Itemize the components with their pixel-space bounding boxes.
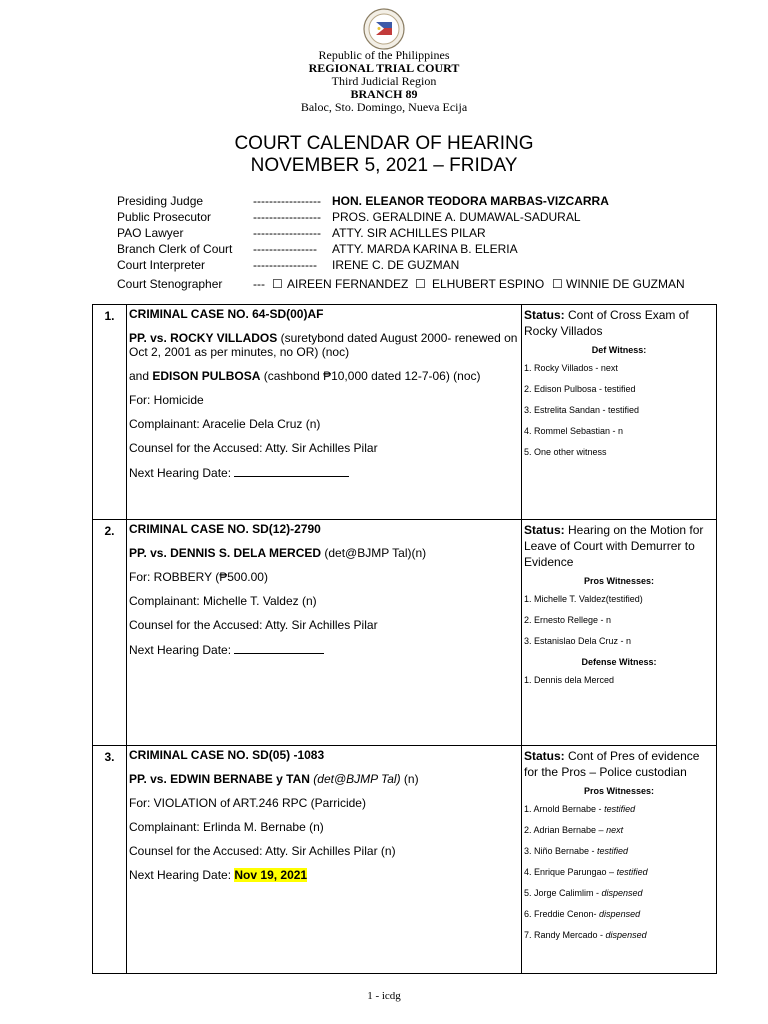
witness-heading: Pros Witnesses:	[584, 786, 654, 796]
case-parties	[129, 546, 519, 560]
status-value: Cont of Cross Exam of Rocky Villados	[524, 308, 689, 338]
witness-item: 2. Ernesto Rellege - n	[524, 615, 612, 625]
staff-dash: ----------------	[253, 242, 317, 256]
witness-item	[524, 867, 714, 878]
status-label: Status:	[524, 523, 565, 537]
page-footer: 1 - icdg	[367, 990, 401, 1002]
case-offense: For: VIOLATION of ART.246 RPC (Parricide)	[129, 796, 366, 810]
witness-item	[524, 846, 714, 857]
case-coaccused	[129, 369, 519, 383]
stenographer-name: WINNIE DE GUZMAN	[566, 277, 685, 291]
case-details	[127, 305, 522, 520]
staff-role: Branch Clerk of Court	[117, 242, 233, 256]
case-title: CRIMINAL CASE NO. SD(05) -1083	[129, 748, 325, 762]
witness-item	[524, 930, 714, 941]
staff-role: PAO Lawyer	[117, 226, 184, 240]
staff-dash: -----------------	[253, 226, 321, 240]
header-address: Baloc, Sto. Domingo, Nueva Ecija	[300, 100, 468, 114]
witness-name: 7. Randy Mercado -	[524, 930, 606, 940]
next-hearing-label: Next Hearing Date:	[129, 643, 235, 657]
witness-note: testified	[604, 804, 636, 814]
staff-dash: -----------------	[253, 210, 321, 224]
case-parties	[129, 772, 519, 786]
witness-heading: Pros Witnesses:	[584, 576, 654, 586]
witness-item	[524, 825, 714, 836]
next-hearing	[129, 465, 519, 480]
page-subtitle-date: NOVEMBER 5, 2021 – FRIDAY	[250, 155, 518, 176]
witness-item	[524, 888, 714, 899]
case-complainant: Complainant: Michelle T. Valdez (n)	[129, 594, 317, 608]
coaccused-note: (cashbond ₱10,000 dated 12-7-06) (noc)	[260, 369, 481, 383]
staff-dash: ----------------	[253, 258, 317, 272]
witness-note: next	[606, 825, 624, 835]
and-prefix: and	[129, 369, 153, 383]
status-label: Status:	[524, 749, 565, 763]
accused-note: (det@BJMP Tal)(n)	[321, 546, 427, 560]
checkbox-icon: ☐	[272, 277, 283, 291]
staff-name: IRENE C. DE GUZMAN	[332, 258, 460, 272]
case-status	[522, 746, 717, 974]
case-number: 2.	[93, 520, 127, 746]
witness-item: 5. One other witness	[524, 447, 607, 457]
status-text	[524, 522, 714, 570]
next-hearing-label: Next Hearing Date:	[129, 466, 235, 480]
accused-note: (n)	[400, 772, 419, 786]
case-offense: For: Homicide	[129, 393, 204, 407]
table-row	[93, 305, 717, 520]
witness-item: 3. Estrelita Sandan - testified	[524, 405, 640, 415]
witness-item: 1. Dennis dela Merced	[524, 675, 615, 685]
header-republic: Republic of the Philippines	[318, 48, 450, 62]
case-details	[127, 520, 522, 746]
page-title: COURT CALENDAR OF HEARING	[234, 133, 534, 154]
witness-name: 4. Enrique Parungao –	[524, 867, 617, 877]
witness-item: 2. Edison Pulbosa - testified	[524, 384, 636, 394]
stenographer-name: AIREEN FERNANDEZ	[287, 277, 409, 291]
case-number: 1.	[93, 305, 127, 520]
staff-dash: -----------------	[253, 194, 321, 208]
witness-note: dispensed	[599, 909, 641, 919]
next-hearing-blank	[234, 465, 349, 477]
header-court: REGIONAL TRIAL COURT	[308, 61, 460, 75]
header-region: Third Judicial Region	[331, 74, 437, 88]
witness-item: 3. Estanislao Dela Cruz - n	[524, 636, 632, 646]
checkbox-icon: ☐	[552, 277, 563, 291]
stenographer-name: ELHUBERT ESPINO	[432, 277, 545, 291]
table-row	[93, 746, 717, 974]
court-seal-icon	[363, 8, 405, 50]
hearing-calendar-table	[92, 304, 717, 974]
header-branch: BRANCH 89	[350, 87, 418, 101]
table-row	[93, 520, 717, 746]
witness-note: dispensed	[601, 888, 643, 898]
staff-role: Public Prosecutor	[117, 210, 212, 224]
next-hearing-blank	[234, 642, 324, 654]
witness-note: testified	[597, 846, 629, 856]
staff-dash: ---	[253, 277, 265, 291]
case-title: CRIMINAL CASE NO. SD(12)-2790	[129, 522, 321, 536]
witness-name: 5. Jorge Calimlim -	[524, 888, 602, 898]
case-status	[522, 520, 717, 746]
next-hearing-label: Next Hearing Date:	[129, 868, 235, 882]
status-text	[524, 307, 714, 339]
witness-name: 3. Niño Bernabe -	[524, 846, 598, 856]
staff-role: Court Stenographer	[117, 277, 223, 291]
staff-name: ATTY. SIR ACHILLES PILAR	[332, 226, 486, 240]
staff-name: PROS. GERALDINE A. DUMAWAL-SADURAL	[332, 210, 581, 224]
witness-note: testified	[616, 867, 648, 877]
witness-heading: Defense Witness:	[581, 657, 657, 667]
accused-name: PP. vs. EDWIN BERNABE y TAN	[129, 772, 310, 786]
witness-item	[524, 804, 714, 815]
staff-name: HON. ELEANOR TEODORA MARBAS-VIZCARRA	[332, 194, 609, 208]
witness-item	[524, 909, 714, 920]
witness-name: 2. Adrian Bernabe –	[524, 825, 607, 835]
case-counsel: Counsel for the Accused: Atty. Sir Achilles Pilar (n)	[129, 844, 396, 858]
staff-role: Court Interpreter	[117, 258, 206, 272]
witness-note: dispensed	[605, 930, 647, 940]
accused-detention: (det@BJMP Tal)	[309, 772, 401, 786]
next-hearing	[129, 868, 519, 882]
witness-item: 4. Rommel Sebastian - n	[524, 426, 624, 436]
coaccused-name: EDISON PULBOSA	[152, 369, 261, 383]
next-hearing-date: Nov 19, 2021	[234, 868, 308, 882]
status-value: Cont of Pres of evidence for the Pros – Police custodian	[524, 749, 700, 779]
staff-name: ATTY. MARDA KARINA B. ELERIA	[332, 242, 518, 256]
status-value: Hearing on the Motion for Leave of Court with Demurrer to Evidence	[524, 523, 704, 569]
case-status	[522, 305, 717, 520]
case-counsel: Counsel for the Accused: Atty. Sir Achilles Pilar	[129, 441, 378, 455]
witness-heading: Def Witness:	[591, 345, 647, 355]
case-complainant: Complainant: Aracelie Dela Cruz (n)	[129, 417, 321, 431]
witness-item: 1. Rocky Villados - next	[524, 363, 618, 373]
status-text	[524, 748, 714, 780]
accused-name: PP. vs. DENNIS S. DELA MERCED	[129, 546, 322, 560]
next-hearing	[129, 642, 519, 657]
accused-name: PP. vs. ROCKY VILLADOS	[129, 331, 278, 345]
case-complainant: Complainant: Erlinda M. Bernabe (n)	[129, 820, 324, 834]
status-label: Status:	[524, 308, 565, 322]
staff-role: Presiding Judge	[117, 194, 204, 208]
witness-name: 1. Arnold Bernabe -	[524, 804, 605, 814]
case-title: CRIMINAL CASE NO. 64-SD(00)AF	[129, 307, 324, 321]
accused-note: (suretybond dated August 2000- renewed on Oct 2, 2001 as per minutes, no OR) (noc)	[129, 331, 518, 359]
case-details	[127, 746, 522, 974]
case-parties	[129, 331, 519, 359]
case-offense: For: ROBBERY (₱500.00)	[129, 570, 268, 584]
case-number: 3.	[93, 746, 127, 974]
case-counsel: Counsel for the Accused: Atty. Sir Achilles Pilar	[129, 618, 378, 632]
witness-item: 1. Michelle T. Valdez(testified)	[524, 594, 643, 604]
witness-name: 6. Freddie Cenon-	[524, 909, 600, 919]
checkbox-icon: ☐	[415, 277, 426, 291]
